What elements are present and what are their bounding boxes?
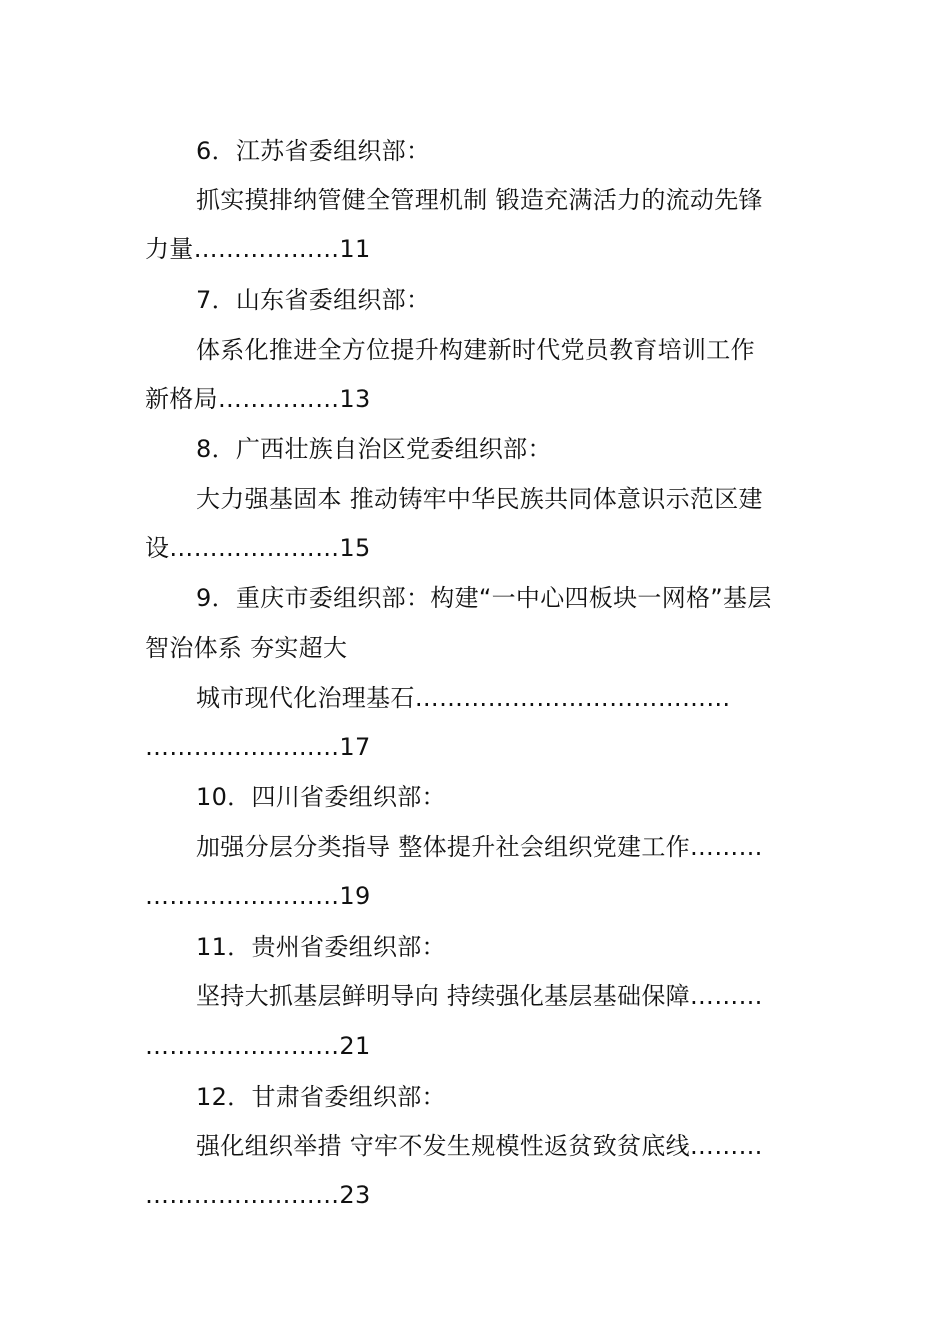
toc-title-line: 体系化推进全方位提升构建新时代党员教育培训工作	[196, 336, 755, 364]
toc-title-line: 新格局……………13	[145, 385, 371, 413]
toc-title-line: ……………………23	[145, 1181, 371, 1209]
toc-title-line: ……………………19	[145, 882, 371, 910]
toc-heading-10: 10．四川省委组织部：	[196, 783, 446, 811]
toc-title-line: 加强分层分类指导 整体提升社会组织党建工作………	[196, 833, 763, 861]
toc-title-line: 大力强基固本 推动铸牢中华民族共同体意识示范区建	[196, 485, 763, 513]
toc-heading-8: 8．广西壮族自治区党委组织部：	[196, 435, 552, 463]
toc-title-line: ……………………21	[145, 1032, 371, 1060]
toc-heading-12: 12．甘肃省委组织部：	[196, 1083, 446, 1111]
toc-title-line: 抓实摸排纳管健全管理机制 锻造充满活力的流动先锋	[196, 186, 763, 214]
toc-title-line: ……………………17	[145, 733, 371, 761]
toc-title-line: 坚持大抓基层鲜明导向 持续强化基层基础保障………	[196, 982, 763, 1010]
toc-title-line: 力量………………11	[145, 235, 371, 263]
toc-heading-6: 6．江苏省委组织部：	[196, 137, 431, 165]
toc-title-line: 强化组织举措 守牢不发生规模性返贫致贫底线………	[196, 1132, 763, 1160]
toc-heading-11: 11．贵州省委组织部：	[196, 933, 446, 961]
toc-title-line: 城市现代化治理基石…………………………………	[196, 684, 731, 712]
toc-heading-9: 9．重庆市委组织部：构建“一中心四板块一网格”基层	[196, 584, 772, 612]
toc-heading-7: 7．山东省委组织部：	[196, 286, 431, 314]
toc-title-line: 设…………………15	[145, 534, 371, 562]
toc-title-line: 智治体系 夯实超大	[145, 634, 348, 662]
